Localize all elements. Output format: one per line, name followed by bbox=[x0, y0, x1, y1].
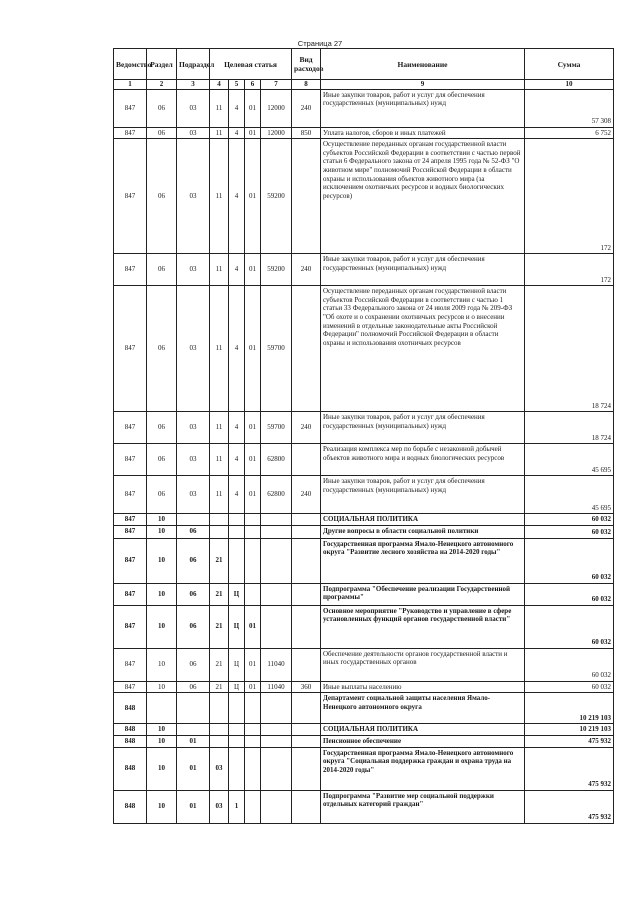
code-target-subprogram: 4 bbox=[229, 444, 245, 476]
code-target-event: 01 bbox=[245, 254, 261, 286]
code-razdel: 06 bbox=[147, 127, 177, 139]
code-target-program bbox=[210, 525, 229, 538]
code-vid bbox=[292, 790, 321, 823]
item-sum: 172 bbox=[525, 139, 614, 254]
code-target-event bbox=[245, 525, 261, 538]
code-target-subprogram: 1 bbox=[229, 790, 245, 823]
code-target-program: 11 bbox=[210, 139, 229, 254]
code-target-event bbox=[245, 790, 261, 823]
code-podrazdel: 01 bbox=[177, 747, 210, 790]
header-vid: Вид расходов bbox=[292, 49, 321, 80]
code-ved: 848 bbox=[114, 790, 147, 823]
table-row bbox=[114, 476, 614, 514]
code-vid bbox=[292, 139, 321, 254]
code-target-direction: 59200 bbox=[261, 254, 292, 286]
item-sum: 60 032 bbox=[525, 538, 614, 583]
code-target-event: 01 bbox=[245, 444, 261, 476]
code-target-direction: 59700 bbox=[261, 286, 292, 412]
page-number: Страница 27 bbox=[297, 39, 343, 48]
code-razdel: 10 bbox=[147, 681, 177, 693]
code-ved: 847 bbox=[114, 89, 147, 127]
code-target-subprogram: Ц bbox=[229, 681, 245, 693]
code-target-event: 01 bbox=[245, 681, 261, 693]
code-target-subprogram bbox=[229, 747, 245, 790]
code-vid: 240 bbox=[292, 254, 321, 286]
code-target-program: 21 bbox=[210, 648, 229, 681]
code-vid bbox=[292, 605, 321, 648]
code-ved: 847 bbox=[114, 681, 147, 693]
code-ved: 847 bbox=[114, 254, 147, 286]
code-podrazdel: 03 bbox=[177, 444, 210, 476]
code-razdel: 06 bbox=[147, 476, 177, 514]
code-target-subprogram: 4 bbox=[229, 89, 245, 127]
table-row bbox=[114, 254, 614, 286]
code-ved: 847 bbox=[114, 648, 147, 681]
code-target-direction bbox=[261, 724, 292, 736]
header-ved: Ведомство bbox=[114, 49, 147, 80]
item-name: Подпрограмма "Развитие мер социальной поддержки отдельных категорий граждан" bbox=[321, 790, 525, 823]
code-target-event: 01 bbox=[245, 286, 261, 412]
code-podrazdel: 06 bbox=[177, 648, 210, 681]
code-target-program bbox=[210, 514, 229, 526]
item-name: Иные закупки товаров, работ и услуг для обеспечения государственных (муниципальных) нужд bbox=[321, 476, 525, 514]
item-sum: 475 932 bbox=[525, 790, 614, 823]
item-name: Осуществление переданных органам государственной власти субъектов Российской Федерации в соответствии с частью 1 статьи 33 Федерального закона от 24 июля 2009 года № 209-ФЗ "Об охоте и о сохранении охотничьих ресурсов и о внесении изменений в отдельные законодательные акты Российской Федерации" полномочий Российской Федерации в области охраны и использования охотничьих ресурсов bbox=[321, 286, 525, 412]
code-target-direction bbox=[261, 514, 292, 526]
code-vid bbox=[292, 444, 321, 476]
item-sum: 18 724 bbox=[525, 286, 614, 412]
table-row bbox=[114, 681, 614, 693]
code-vid: 240 bbox=[292, 89, 321, 127]
header-name: Наименование bbox=[321, 49, 525, 80]
item-name: СОЦИАЛЬНАЯ ПОЛИТИКА bbox=[321, 514, 525, 526]
code-target-subprogram: 4 bbox=[229, 412, 245, 444]
code-target-program: 11 bbox=[210, 444, 229, 476]
header-target: Целевая статья bbox=[210, 49, 292, 80]
item-sum: 60 032 bbox=[525, 648, 614, 681]
table-row bbox=[114, 444, 614, 476]
code-target-program bbox=[210, 693, 229, 724]
code-target-event bbox=[245, 538, 261, 583]
code-ved: 847 bbox=[114, 127, 147, 139]
code-podrazdel bbox=[177, 724, 210, 736]
item-sum: 475 932 bbox=[525, 747, 614, 790]
code-vid bbox=[292, 735, 321, 747]
code-vid: 850 bbox=[292, 127, 321, 139]
code-razdel: 10 bbox=[147, 747, 177, 790]
column-number-row bbox=[114, 80, 614, 90]
code-target-subprogram bbox=[229, 514, 245, 526]
code-podrazdel: 06 bbox=[177, 605, 210, 648]
table-row bbox=[114, 139, 614, 254]
code-razdel: 10 bbox=[147, 605, 177, 648]
code-vid bbox=[292, 525, 321, 538]
code-target-direction: 12000 bbox=[261, 127, 292, 139]
code-target-direction bbox=[261, 747, 292, 790]
colnum: 9 bbox=[321, 80, 525, 90]
code-target-event: 01 bbox=[245, 476, 261, 514]
code-razdel: 06 bbox=[147, 286, 177, 412]
code-vid bbox=[292, 724, 321, 736]
item-name: Основное мероприятие "Руководство и управление в сфере установленных функций органов государственной власти" bbox=[321, 605, 525, 648]
colnum: 2 bbox=[147, 80, 177, 90]
item-name: Иные закупки товаров, работ и услуг для обеспечения государственных (муниципальных) нужд bbox=[321, 254, 525, 286]
code-target-subprogram bbox=[229, 525, 245, 538]
code-vid: 360 bbox=[292, 681, 321, 693]
item-sum: 60 032 bbox=[525, 514, 614, 526]
code-podrazdel: 03 bbox=[177, 139, 210, 254]
code-target-program: 03 bbox=[210, 747, 229, 790]
code-vid bbox=[292, 538, 321, 583]
code-ved: 847 bbox=[114, 412, 147, 444]
item-name: Подпрограмма "Обеспечение реализации Государственной программы" bbox=[321, 583, 525, 605]
code-target-subprogram: 4 bbox=[229, 476, 245, 514]
code-target-event: 01 bbox=[245, 412, 261, 444]
code-razdel: 10 bbox=[147, 514, 177, 526]
code-podrazdel: 06 bbox=[177, 583, 210, 605]
item-name: Государственная программа Ямало-Ненецкого автономного округа "Социальная поддержка граждан и охрана труда на 2014-2020 годы" bbox=[321, 747, 525, 790]
code-target-subprogram: Ц bbox=[229, 583, 245, 605]
code-target-program: 11 bbox=[210, 127, 229, 139]
code-podrazdel: 01 bbox=[177, 790, 210, 823]
item-name: Иные закупки товаров, работ и услуг для обеспечения государственных (муниципальных) нужд bbox=[321, 89, 525, 127]
item-name: Реализация комплекса мер по борьбе с незаконной добычей объектов животного мира и водных биологических ресурсов bbox=[321, 444, 525, 476]
header-sum: Сумма bbox=[525, 49, 614, 80]
code-target-program: 03 bbox=[210, 790, 229, 823]
code-target-program: 21 bbox=[210, 538, 229, 583]
code-ved: 847 bbox=[114, 444, 147, 476]
code-target-subprogram: 4 bbox=[229, 254, 245, 286]
code-podrazdel: 03 bbox=[177, 254, 210, 286]
code-target-subprogram: 4 bbox=[229, 127, 245, 139]
code-target-program: 11 bbox=[210, 476, 229, 514]
colnum: 4 bbox=[210, 80, 229, 90]
code-target-event: 01 bbox=[245, 127, 261, 139]
code-podrazdel: 06 bbox=[177, 681, 210, 693]
code-target-program: 21 bbox=[210, 681, 229, 693]
code-target-program bbox=[210, 735, 229, 747]
item-sum: 60 032 bbox=[525, 583, 614, 605]
code-podrazdel bbox=[177, 514, 210, 526]
code-target-event bbox=[245, 693, 261, 724]
item-name: Обеспечение деятельности органов государственной власти и иных государственных органов bbox=[321, 648, 525, 681]
code-target-direction bbox=[261, 583, 292, 605]
code-razdel: 06 bbox=[147, 412, 177, 444]
code-ved: 848 bbox=[114, 735, 147, 747]
colnum: 1 bbox=[114, 80, 147, 90]
code-target-event bbox=[245, 514, 261, 526]
header-podrazdel: Подраздел bbox=[177, 49, 210, 80]
colnum: 3 bbox=[177, 80, 210, 90]
item-sum: 10 219 103 bbox=[525, 693, 614, 724]
item-name: СОЦИАЛЬНАЯ ПОЛИТИКА bbox=[321, 724, 525, 736]
code-target-event: 01 bbox=[245, 89, 261, 127]
table-row bbox=[114, 514, 614, 526]
colnum: 8 bbox=[292, 80, 321, 90]
code-target-direction: 11040 bbox=[261, 648, 292, 681]
code-target-subprogram bbox=[229, 735, 245, 747]
code-vid bbox=[292, 514, 321, 526]
code-vid: 240 bbox=[292, 476, 321, 514]
code-target-direction bbox=[261, 525, 292, 538]
table-row bbox=[114, 735, 614, 747]
table-row bbox=[114, 89, 614, 127]
code-target-direction bbox=[261, 538, 292, 583]
table-row bbox=[114, 724, 614, 736]
code-podrazdel: 03 bbox=[177, 412, 210, 444]
code-vid bbox=[292, 648, 321, 681]
code-target-program: 11 bbox=[210, 89, 229, 127]
code-target-program: 11 bbox=[210, 286, 229, 412]
code-target-direction: 11040 bbox=[261, 681, 292, 693]
item-name: Иные выплаты населению bbox=[321, 681, 525, 693]
code-target-event bbox=[245, 583, 261, 605]
colnum: 5 bbox=[229, 80, 245, 90]
code-ved: 847 bbox=[114, 583, 147, 605]
code-target-subprogram: 4 bbox=[229, 139, 245, 254]
code-razdel: 06 bbox=[147, 254, 177, 286]
code-target-subprogram: 4 bbox=[229, 286, 245, 412]
code-razdel: 10 bbox=[147, 525, 177, 538]
code-target-subprogram: Ц bbox=[229, 648, 245, 681]
code-razdel: 10 bbox=[147, 648, 177, 681]
code-target-direction bbox=[261, 790, 292, 823]
code-podrazdel: 03 bbox=[177, 476, 210, 514]
code-vid bbox=[292, 286, 321, 412]
item-sum: 475 932 bbox=[525, 735, 614, 747]
code-target-direction: 62800 bbox=[261, 444, 292, 476]
item-name: Иные закупки товаров, работ и услуг для обеспечения государственных (муниципальных) нужд bbox=[321, 412, 525, 444]
table-row bbox=[114, 605, 614, 648]
table-row bbox=[114, 747, 614, 790]
code-ved: 847 bbox=[114, 286, 147, 412]
item-sum: 57 308 bbox=[525, 89, 614, 127]
item-name: Уплата налогов, сборов и иных платежей bbox=[321, 127, 525, 139]
code-target-event: 01 bbox=[245, 648, 261, 681]
code-razdel: 10 bbox=[147, 790, 177, 823]
item-sum: 6 752 bbox=[525, 127, 614, 139]
table-row bbox=[114, 525, 614, 538]
header-row bbox=[114, 49, 614, 80]
colnum: 7 bbox=[261, 80, 292, 90]
code-ved: 847 bbox=[114, 139, 147, 254]
code-ved: 847 bbox=[114, 476, 147, 514]
code-podrazdel: 06 bbox=[177, 525, 210, 538]
code-target-direction: 59200 bbox=[261, 139, 292, 254]
code-ved: 848 bbox=[114, 693, 147, 724]
code-target-direction bbox=[261, 735, 292, 747]
code-ved: 847 bbox=[114, 514, 147, 526]
budget-table bbox=[113, 48, 614, 824]
code-razdel: 06 bbox=[147, 139, 177, 254]
table-row bbox=[114, 286, 614, 412]
code-target-direction: 62800 bbox=[261, 476, 292, 514]
colnum: 6 bbox=[245, 80, 261, 90]
colnum: 10 bbox=[525, 80, 614, 90]
code-podrazdel: 06 bbox=[177, 538, 210, 583]
header-razdel: Раздел bbox=[147, 49, 177, 80]
item-sum: 60 032 bbox=[525, 525, 614, 538]
code-target-program: 21 bbox=[210, 605, 229, 648]
code-target-direction bbox=[261, 693, 292, 724]
table-row bbox=[114, 648, 614, 681]
table-row bbox=[114, 583, 614, 605]
table-row bbox=[114, 790, 614, 823]
code-target-event bbox=[245, 747, 261, 790]
code-ved: 848 bbox=[114, 747, 147, 790]
code-podrazdel: 03 bbox=[177, 286, 210, 412]
code-razdel: 10 bbox=[147, 538, 177, 583]
code-target-direction bbox=[261, 605, 292, 648]
code-podrazdel bbox=[177, 693, 210, 724]
table-row bbox=[114, 127, 614, 139]
item-name: Пенсионное обеспечение bbox=[321, 735, 525, 747]
code-razdel: 06 bbox=[147, 444, 177, 476]
code-ved: 848 bbox=[114, 724, 147, 736]
item-sum: 60 032 bbox=[525, 605, 614, 648]
item-sum: 45 695 bbox=[525, 444, 614, 476]
item-name: Департамент социальной защиты населения Ямало-Ненецкого автономного округа bbox=[321, 693, 525, 724]
table-row bbox=[114, 412, 614, 444]
code-podrazdel: 03 bbox=[177, 89, 210, 127]
code-target-direction: 12000 bbox=[261, 89, 292, 127]
code-podrazdel: 03 bbox=[177, 127, 210, 139]
code-target-subprogram: Ц bbox=[229, 605, 245, 648]
item-name: Государственная программа Ямало-Ненецкого автономного округа "Развитие лесного хозяйства на 2014-2020 годы" bbox=[321, 538, 525, 583]
code-ved: 847 bbox=[114, 538, 147, 583]
code-podrazdel: 01 bbox=[177, 735, 210, 747]
code-target-subprogram bbox=[229, 693, 245, 724]
code-vid: 240 bbox=[292, 412, 321, 444]
code-target-event: 01 bbox=[245, 605, 261, 648]
item-sum: 45 695 bbox=[525, 476, 614, 514]
code-target-program: 21 bbox=[210, 583, 229, 605]
table-row bbox=[114, 538, 614, 583]
item-name: Осуществление переданных органам государственной власти субъектов Российской Федерации в соответствии с частью первой статьи 6 Федерального закона от 24 апреля 1995 года № 52-ФЗ "О животном мире" полномочий Российской Федерации в области охраны и использования объектов животного мира (за исключением охотничьих ресурсов и водных биологических ресурсов) bbox=[321, 139, 525, 254]
code-razdel: 06 bbox=[147, 89, 177, 127]
code-vid bbox=[292, 583, 321, 605]
code-target-event bbox=[245, 724, 261, 736]
code-target-subprogram bbox=[229, 538, 245, 583]
item-sum: 60 032 bbox=[525, 681, 614, 693]
code-vid bbox=[292, 693, 321, 724]
item-sum: 18 724 bbox=[525, 412, 614, 444]
code-target-direction: 59700 bbox=[261, 412, 292, 444]
code-razdel: 10 bbox=[147, 583, 177, 605]
code-ved: 847 bbox=[114, 525, 147, 538]
table-row bbox=[114, 693, 614, 724]
code-razdel bbox=[147, 693, 177, 724]
item-sum: 172 bbox=[525, 254, 614, 286]
code-target-program: 11 bbox=[210, 254, 229, 286]
code-target-subprogram bbox=[229, 724, 245, 736]
code-razdel: 10 bbox=[147, 735, 177, 747]
code-vid bbox=[292, 747, 321, 790]
item-sum: 10 219 103 bbox=[525, 724, 614, 736]
code-ved: 847 bbox=[114, 605, 147, 648]
code-target-event bbox=[245, 735, 261, 747]
item-name: Другие вопросы в области социальной политики bbox=[321, 525, 525, 538]
code-target-event: 01 bbox=[245, 139, 261, 254]
code-target-program bbox=[210, 724, 229, 736]
code-razdel: 10 bbox=[147, 724, 177, 736]
code-target-program: 11 bbox=[210, 412, 229, 444]
